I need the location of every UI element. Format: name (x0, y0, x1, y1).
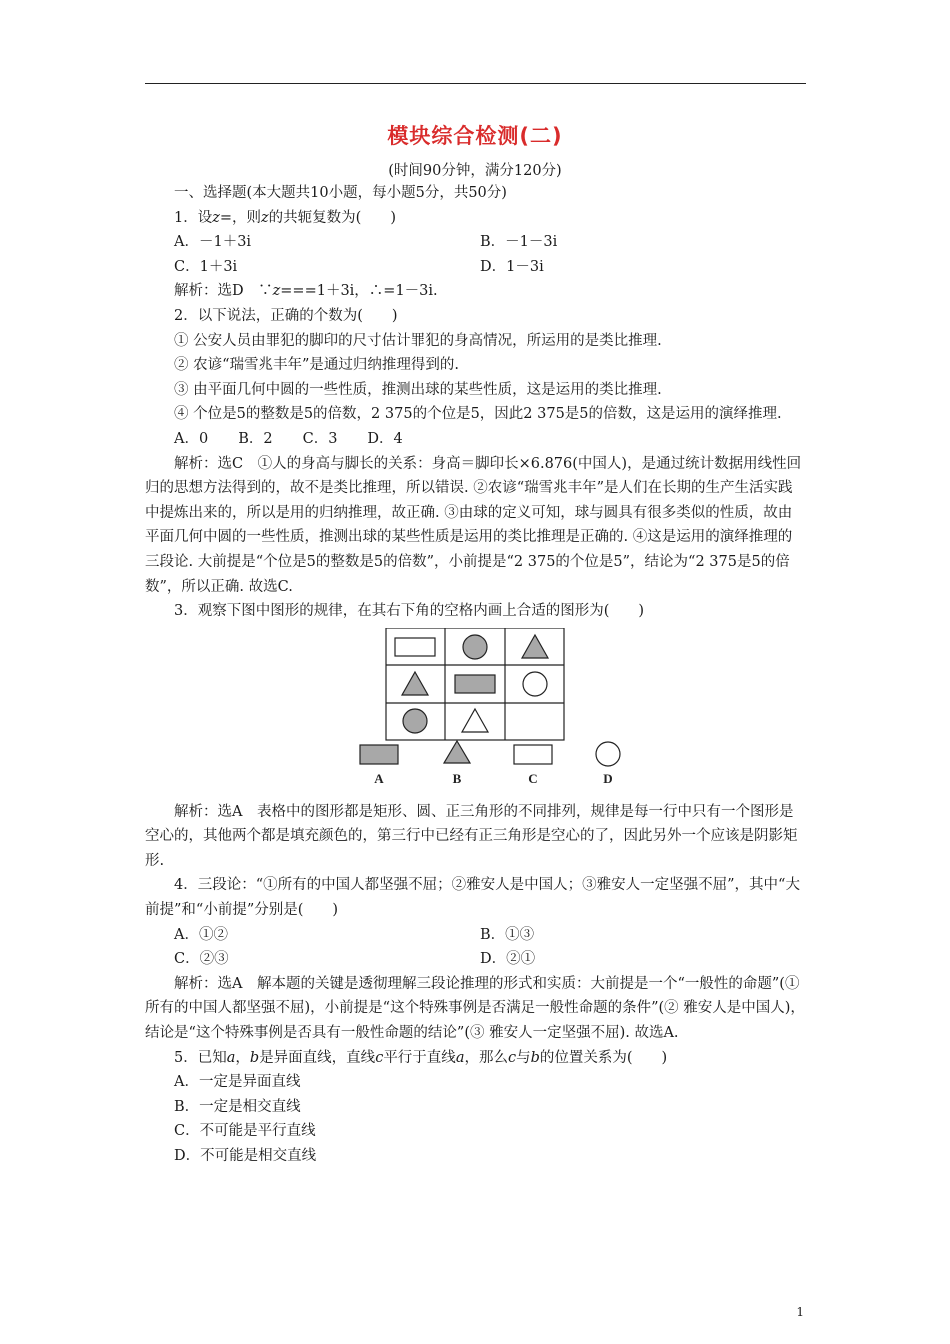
question-4-options-row (145, 947, 806, 972)
q1-analysis-part: ===1＋3i，∴=1－3i. (280, 283, 438, 300)
answer-label-d: D (603, 770, 613, 786)
q5-stem-part: 的位置关系为( ) (539, 1049, 668, 1066)
main-content (145, 181, 806, 1169)
q1-stem-part: 的共轭复数为( ) (268, 209, 396, 226)
option-c: C．3 (302, 430, 338, 447)
q1-var: z (261, 209, 269, 226)
filled-triangle (522, 635, 548, 658)
option-b: B．①③ (480, 926, 535, 943)
filled-rectangle (455, 675, 495, 693)
q5-stem-part: 5．已知 (174, 1049, 227, 1066)
option-d: D．②① (480, 951, 536, 968)
q5-var: c (507, 1049, 517, 1066)
option-d: D．4 (367, 430, 403, 447)
q1-var: z (212, 209, 220, 226)
hollow-triangle (462, 709, 488, 732)
option-a: A．一定是异面直线 (174, 1074, 301, 1091)
answer-d-shape (596, 742, 620, 766)
hollow-circle (523, 672, 547, 696)
q1-stem-part: 1．设 (174, 209, 213, 226)
q5-stem-part: ， (235, 1049, 250, 1066)
q5-stem-part: 与 (516, 1049, 531, 1066)
q5-stem-part: ，那么 (464, 1049, 508, 1066)
page-title: 模块综合检测(二) (387, 124, 563, 148)
header-rule (145, 83, 806, 84)
filled-circle (403, 709, 427, 733)
question-2-stem: 2．以下说法，正确的个数为( ) (174, 307, 398, 324)
hollow-rectangle (395, 638, 435, 656)
answer-c-shape (514, 745, 552, 764)
answer-label-a: A (374, 770, 384, 786)
answer-a-shape (360, 745, 398, 764)
q5-var: b (249, 1049, 260, 1066)
question-3-figure (145, 624, 806, 800)
question-4-analysis: 解析：选A 解本题的关键是透彻理解三段论推理的形式和实质：大前提是一个“一般性的命题”(① 所有的中国人都坚强不屈)，小前提是“这个特殊事例是否满足一般性命题的条件”(② 雅安人是中国人)，结论是“这个特殊事例是否具有一般性命题的结论”(③ 雅安人一定坚强不屈). 故选A. (145, 975, 805, 1042)
question-1-options-row (145, 255, 806, 280)
answer-label-b: B (452, 770, 462, 786)
section-heading: 一、选择题(本大题共10小题，每小题5分，共50分) (174, 185, 507, 201)
q5-stem-part: 是异面直线，直线 (259, 1049, 376, 1066)
question-2-item: ③ 由平面几何中圆的一些性质，推测出球的某些性质，这是运用的类比推理. (174, 381, 662, 398)
option-b: B．2 (238, 430, 273, 447)
q5-var: a (226, 1049, 236, 1066)
question-2-item: ② 农谚“瑞雪兆丰年”是通过归纳推理得到的. (174, 357, 460, 374)
question-2-analysis: 解析：选C ①人的身高与脚长的关系：身高＝脚印长×6.876(中国人)，是通过统计数据用线性回归的思想方法得到的，故不是类比推理，所以错误. ②农谚“瑞雪兆丰年”是人们在长期的生产生活实践中提炼出来的，所以是用的归纳推理，故正确. ③由球的定义可知，球与圆具有很多类似的性质，故由平面几何中圆的一些性质，推测出球的某些性质是运用的类比推理是正确的. ④这是运用的演绎推理的三段论. 大前提是“个位是5的整数是5的倍数”，小前提是“2 375的个位是5”，结论为“2 375是5的倍数”，所以正确. 故选C. (145, 455, 802, 595)
option-a: A．①② (174, 926, 228, 943)
page-number: 1 (796, 1305, 804, 1319)
q1-stem-part: =，则 (219, 209, 262, 226)
option-d: D．不可能是相交直线 (174, 1148, 317, 1164)
question-4-stem: 4．三段论：“①所有的中国人都坚强不屈；②雅安人是中国人；③雅安人一定坚强不屈”，其中“大前提”和“小前提”分别是( ) (145, 877, 800, 919)
q5-var: c (375, 1049, 384, 1066)
option-b: B．－1－3i (480, 234, 558, 251)
shape-pattern-diagram (330, 628, 630, 798)
question-3-analysis: 解析：选A 表格中的图形都是矩形、圆、正三角形的不同排列，规律是每一行中只有一个图形是空心的，其他两个都是填充颜色的，第三行中已经有正三角形是空心的了，因此另外一个应该是阴影矩形. (145, 803, 798, 869)
page-subtitle: (时间90分钟，满分120分) (388, 163, 562, 179)
answer-label-c: C (528, 770, 538, 786)
option-b: B．一定是相交直线 (174, 1098, 301, 1115)
option-a: A．0 (174, 430, 209, 447)
q1-analysis-part: 解析：选D ∵ (174, 283, 273, 300)
question-2-options (174, 427, 806, 452)
option-a: A．－1＋3i (174, 234, 252, 251)
question-3-stem: 3．观察下图中图形的规律，在其右下角的空格内画上合适的图形为( ) (174, 603, 645, 620)
question-2-item: ④ 个位是5的整数是5的倍数，2 375的个位是5，因此2 375是5的倍数，这是运用的演绎推理. (174, 406, 782, 423)
question-1-stem (145, 206, 806, 231)
answer-b-shape (444, 741, 470, 763)
option-c: C．不可能是平行直线 (174, 1123, 316, 1140)
option-d: D．1－3i (480, 258, 544, 275)
filled-triangle (402, 672, 428, 695)
q5-var: b (530, 1049, 540, 1066)
question-4-options-row (145, 923, 806, 948)
question-1-options-row (145, 230, 806, 255)
q5-stem-part: 平行于直线 (383, 1049, 456, 1066)
option-c: C．②③ (174, 951, 229, 968)
question-2-item: ① 公安人员由罪犯的脚印的尺寸估计罪犯的身高情况，所运用的是类比推理. (174, 332, 662, 349)
q5-var: a (455, 1049, 465, 1066)
q1-var: z (272, 283, 281, 300)
option-c: C．1＋3i (174, 258, 238, 275)
question-5-stem (145, 1046, 806, 1071)
filled-circle (463, 635, 487, 659)
question-1-analysis (145, 279, 806, 304)
